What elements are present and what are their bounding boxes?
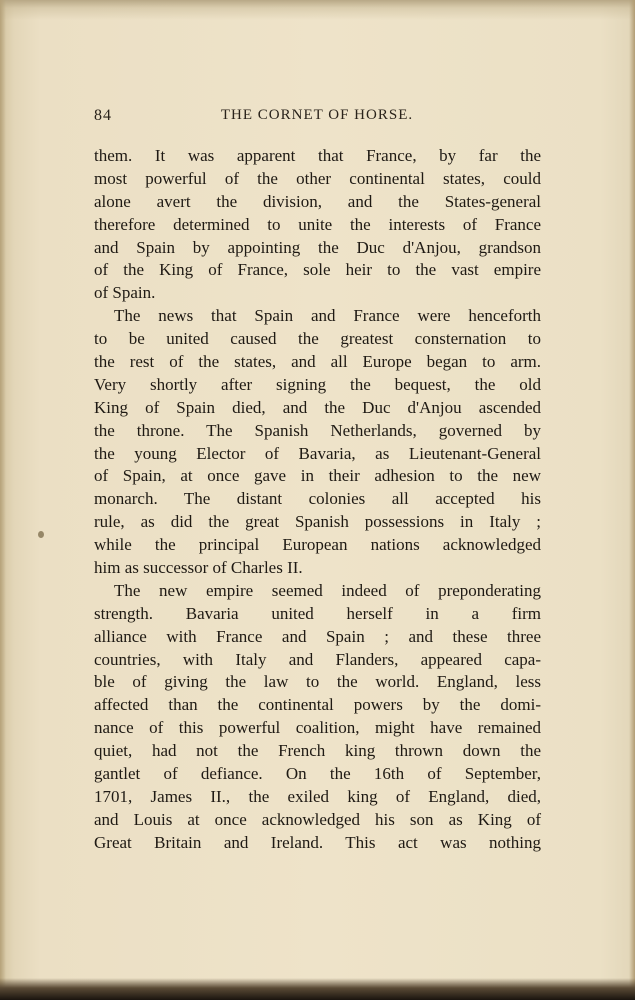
text-line: countries, with Italy and Flanders, appeared capa- [94,649,541,669]
text-line: the young Elector of Bavaria, as Lieutenant-General [94,443,541,463]
text-line: the throne. The Spanish Netherlands, governed by [94,420,541,440]
text-line: the rest of the states, and all Europe began to arm. [94,352,541,372]
ink-spot [38,531,44,538]
text-line: of Spain, at once gave in their adhesion to the new [94,466,541,486]
text-line: of Spain. [94,283,156,303]
text-line: 1701, James II., the exiled king of England, died, [94,786,541,806]
text-line: alliance with France and Spain ; and these three [94,626,541,646]
text-line: affected than the continental powers by the domi- [94,695,541,715]
text-body [94,145,541,855]
text-line: King of Spain died, and the Duc d'Anjou ascended [94,397,541,417]
page-number: 84 [94,107,112,124]
text-line: Very shortly after signing the bequest, the old [94,374,541,394]
text-line: gantlet of defiance. On the 16th of September, [94,764,541,784]
text-line: strength. Bavaria united herself in a firm [94,603,541,623]
text-line: to be united caused the greatest consternation to [94,329,541,349]
text-line: monarch. The distant colonies all accepted his [94,489,541,509]
text-line: The news that Spain and France were henceforth [114,306,541,326]
running-title: THE CORNET OF HORSE. [220,107,414,123]
text-line: him as successor of Charles II. [94,558,303,578]
page-header [94,107,526,129]
text-line: rule, as did the great Spanish possessions in Italy ; [94,512,541,532]
text-line: them. It was apparent that France, by far the [94,146,541,165]
page-bottom-edge [0,978,635,1000]
text-line: ble of giving the law to the world. England, less [94,672,541,692]
text-line: The new empire seemed indeed of preponderating [114,580,541,600]
page-outer-edge [629,0,635,1000]
text-line: most powerful of the other continental states, could [94,168,541,188]
text-line: while the principal European nations acknowledged [94,535,541,555]
text-line: quiet, had not the French king thrown down the [94,741,541,761]
page-top-shadow [0,0,635,20]
text-line: of the King of France, sole heir to the vast empire [94,260,541,280]
text-line: alone avert the division, and the States-general [94,191,541,211]
text-line: and Spain by appointing the Duc d'Anjou, grandson [94,237,541,257]
text-line: Great Britain and Ireland. This act was nothing [94,832,541,852]
text-line: therefore determined to unite the interests of France [94,214,541,234]
page-binding-edge [0,0,6,1000]
text-line: and Louis at once acknowledged his son as King of [94,809,541,829]
text-line: nance of this powerful coalition, might have remained [94,718,541,738]
